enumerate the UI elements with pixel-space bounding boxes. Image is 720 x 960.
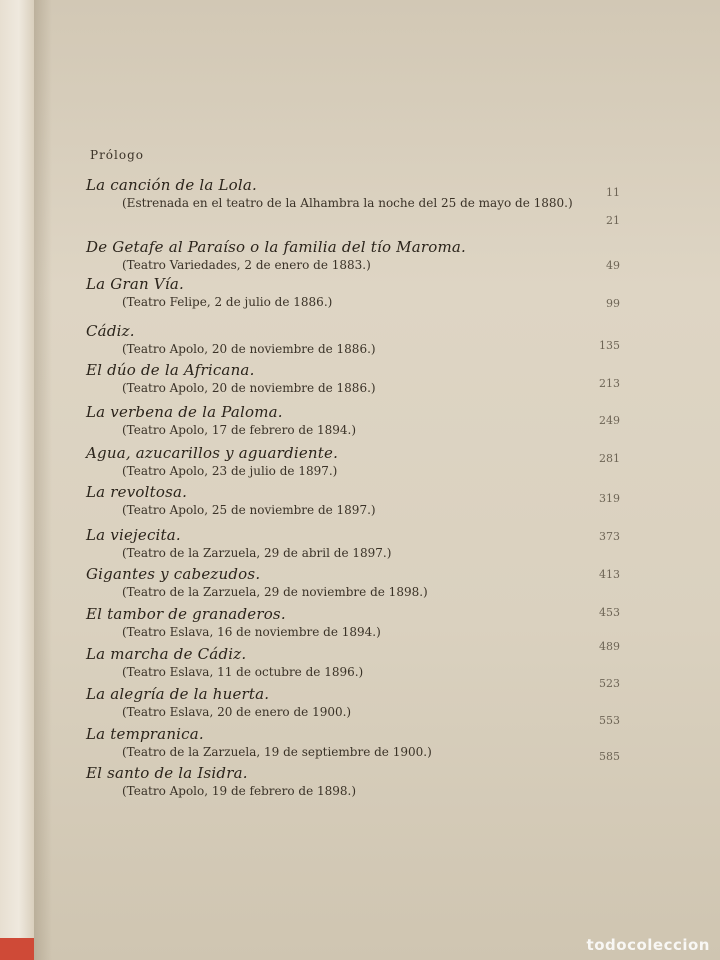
book-spine-edge	[0, 0, 34, 960]
entry-title: La tempranica.	[86, 725, 204, 743]
entry-note: (Teatro Apolo, 23 de julio de 1897.)	[122, 464, 338, 478]
entry-note: (Teatro Apolo, 17 de febrero de 1894.)	[122, 423, 357, 437]
entry-title: El santo de la Isidra.	[86, 764, 248, 782]
entry-note: (Teatro Apolo, 20 de noviembre de 1886.)	[122, 342, 376, 356]
entry-note: (Estrenada en el teatro de la Alhambra la noche del 25 de mayo de 1880.)	[122, 196, 573, 210]
page-number: 249	[599, 414, 620, 427]
section-header: Prólogo	[90, 148, 145, 162]
page-number: 213	[599, 377, 620, 390]
entry-title: El dúo de la Africana.	[86, 361, 255, 379]
page-number: 21	[606, 214, 620, 227]
toc-entry	[86, 361, 646, 397]
toc-entry	[86, 483, 646, 519]
toc-entry	[86, 605, 646, 641]
entry-note: (Teatro Apolo, 25 de noviembre de 1897.)	[122, 503, 376, 517]
page-number: 453	[599, 606, 620, 619]
page-number: 135	[599, 339, 620, 352]
entry-note: (Teatro Eslava, 20 de enero de 1900.)	[122, 705, 352, 719]
entry-title: El tambor de granaderos.	[86, 605, 286, 623]
page-number: 523	[599, 677, 620, 690]
toc-entry	[86, 275, 646, 311]
entry-title: La alegría de la huerta.	[86, 685, 270, 703]
toc-entry	[86, 526, 646, 562]
entry-title: La canción de la Lola.	[86, 176, 257, 194]
page-number: 585	[599, 750, 620, 763]
toc-entry	[86, 238, 646, 274]
entry-note: (Teatro de la Zarzuela, 19 de septiembre de 1900.)	[122, 745, 432, 759]
entry-note: (Teatro Apolo, 19 de febrero de 1898.)	[122, 784, 357, 798]
entry-note: (Teatro Felipe, 2 de julio de 1886.)	[122, 295, 333, 309]
entry-note: (Teatro Apolo, 20 de noviembre de 1886.)	[122, 381, 376, 395]
book-page	[34, 0, 720, 960]
entry-title: Gigantes y cabezudos.	[86, 565, 261, 583]
toc-entry	[86, 322, 646, 358]
entry-note: (Teatro Eslava, 16 de noviembre de 1894.)	[122, 625, 381, 639]
toc-entry	[86, 685, 646, 721]
page-number: 319	[599, 492, 620, 505]
entry-title: La Gran Vía.	[86, 275, 184, 293]
toc-entry	[86, 403, 646, 439]
red-cover-edge	[0, 938, 34, 960]
entry-note: (Teatro de la Zarzuela, 29 de noviembre de 1898.)	[122, 585, 428, 599]
entry-title: Agua, azucarillos y aguardiente.	[86, 444, 339, 462]
entry-title: La viejecita.	[86, 526, 181, 544]
page-number: 489	[599, 640, 620, 653]
page-number: 281	[599, 452, 620, 465]
toc-entry	[86, 764, 646, 800]
watermark: todocoleccion	[586, 936, 710, 954]
toc-entry	[86, 725, 646, 761]
entry-title: De Getafe al Paraíso o la familia del tío Maroma.	[86, 238, 467, 256]
entry-title: La revoltosa.	[86, 483, 188, 501]
entry-note: (Teatro Eslava, 11 de octubre de 1896.)	[122, 665, 364, 679]
page-number: 413	[599, 568, 620, 581]
toc-entry	[86, 645, 646, 681]
page-number: 49	[606, 259, 620, 272]
page-number: 553	[599, 714, 620, 727]
toc-entry	[86, 176, 646, 212]
page-number: 373	[599, 530, 620, 543]
toc-entry	[86, 565, 646, 601]
entry-title: Cádiz.	[86, 322, 135, 340]
page-number: 11	[606, 186, 620, 199]
toc-entry	[86, 444, 646, 480]
entry-note: (Teatro de la Zarzuela, 29 de abril de 1897.)	[122, 546, 392, 560]
page-number: 99	[606, 297, 620, 310]
entry-title: La marcha de Cádiz.	[86, 645, 247, 663]
entry-title: La verbena de la Paloma.	[86, 403, 283, 421]
entry-note: (Teatro Variedades, 2 de enero de 1883.)	[122, 258, 371, 272]
gutter-shadow	[34, 0, 52, 960]
